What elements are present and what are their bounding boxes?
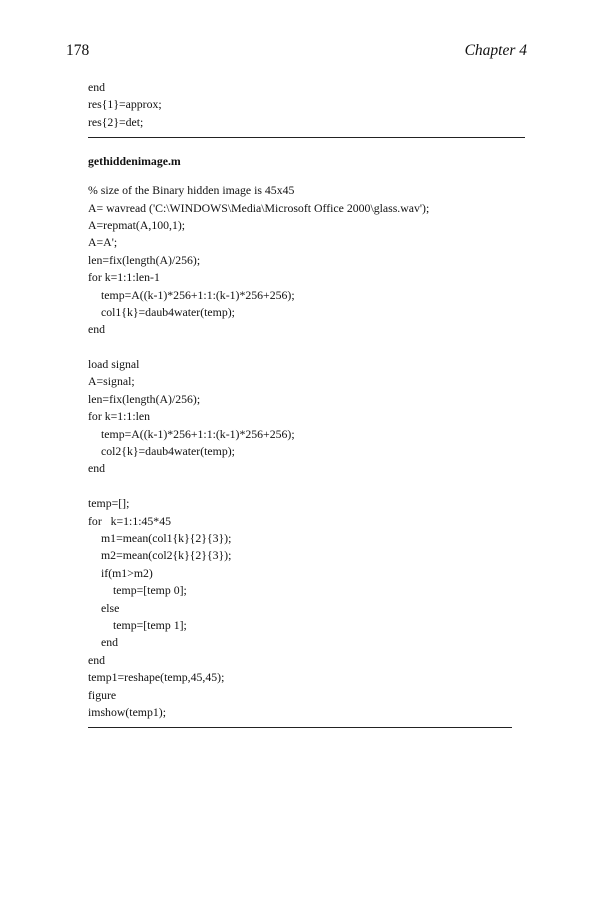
code-line: A=repmat(A,100,1);	[88, 217, 186, 232]
code-line: len=fix(length(A)/256);	[88, 252, 201, 267]
code-line: end	[88, 652, 106, 667]
code-listing	[88, 79, 528, 728]
code-line: col2{k}=daub4water(temp);	[101, 444, 235, 459]
code-line: end	[101, 635, 119, 650]
code-line: load signal	[88, 357, 140, 372]
code-line: temp=A((k-1)*256+1:1:(k-1)*256+256);	[101, 287, 295, 302]
chapter-heading: Chapter 4	[464, 42, 527, 59]
code-line: % size of the Binary hidden image is 45x45	[88, 183, 295, 198]
horizontal-rule	[88, 137, 525, 138]
blank-line	[88, 339, 528, 356]
code-line: end	[88, 461, 106, 476]
code-line: for k=1:1:45*45	[88, 513, 171, 528]
horizontal-rule	[88, 727, 512, 728]
code-line: len=fix(length(A)/256);	[88, 391, 201, 406]
code-line: col1{k}=daub4water(temp);	[101, 304, 235, 319]
code-line: temp1=reshape(temp,45,45);	[88, 670, 225, 685]
page-number: 178	[66, 42, 90, 59]
code-line: res{1}=approx;	[88, 97, 162, 112]
code-line: A= wavread ('C:\WINDOWS\Media\Microsoft Office 2000\glass.wav');	[88, 200, 430, 215]
code-line: if(m1>m2)	[101, 565, 153, 580]
code-line: end	[88, 322, 106, 337]
code-line: end	[88, 80, 106, 94]
code-line: temp=[];	[88, 496, 130, 511]
code-line: for k=1:1:len-1	[88, 270, 160, 285]
code-line: A=signal;	[88, 374, 135, 389]
code-line: else	[101, 600, 120, 615]
code-line: m1=mean(col1{k}{2}{3});	[101, 530, 232, 545]
code-line: imshow(temp1);	[88, 704, 166, 719]
code-line: res{2}=det;	[88, 114, 144, 129]
code-line: for k=1:1:len	[88, 409, 151, 424]
code-line: temp=A((k-1)*256+1:1:(k-1)*256+256);	[101, 426, 295, 441]
file-title: gethiddenimage.m	[88, 154, 181, 169]
code-line: temp=[temp 1];	[113, 617, 187, 632]
code-line: temp=[temp 0];	[113, 583, 187, 598]
blank-line	[88, 478, 528, 495]
code-line: figure	[88, 687, 117, 702]
code-line: m2=mean(col2{k}{2}{3});	[101, 548, 232, 563]
code-body	[88, 182, 528, 721]
code-line: A=A';	[88, 235, 118, 250]
